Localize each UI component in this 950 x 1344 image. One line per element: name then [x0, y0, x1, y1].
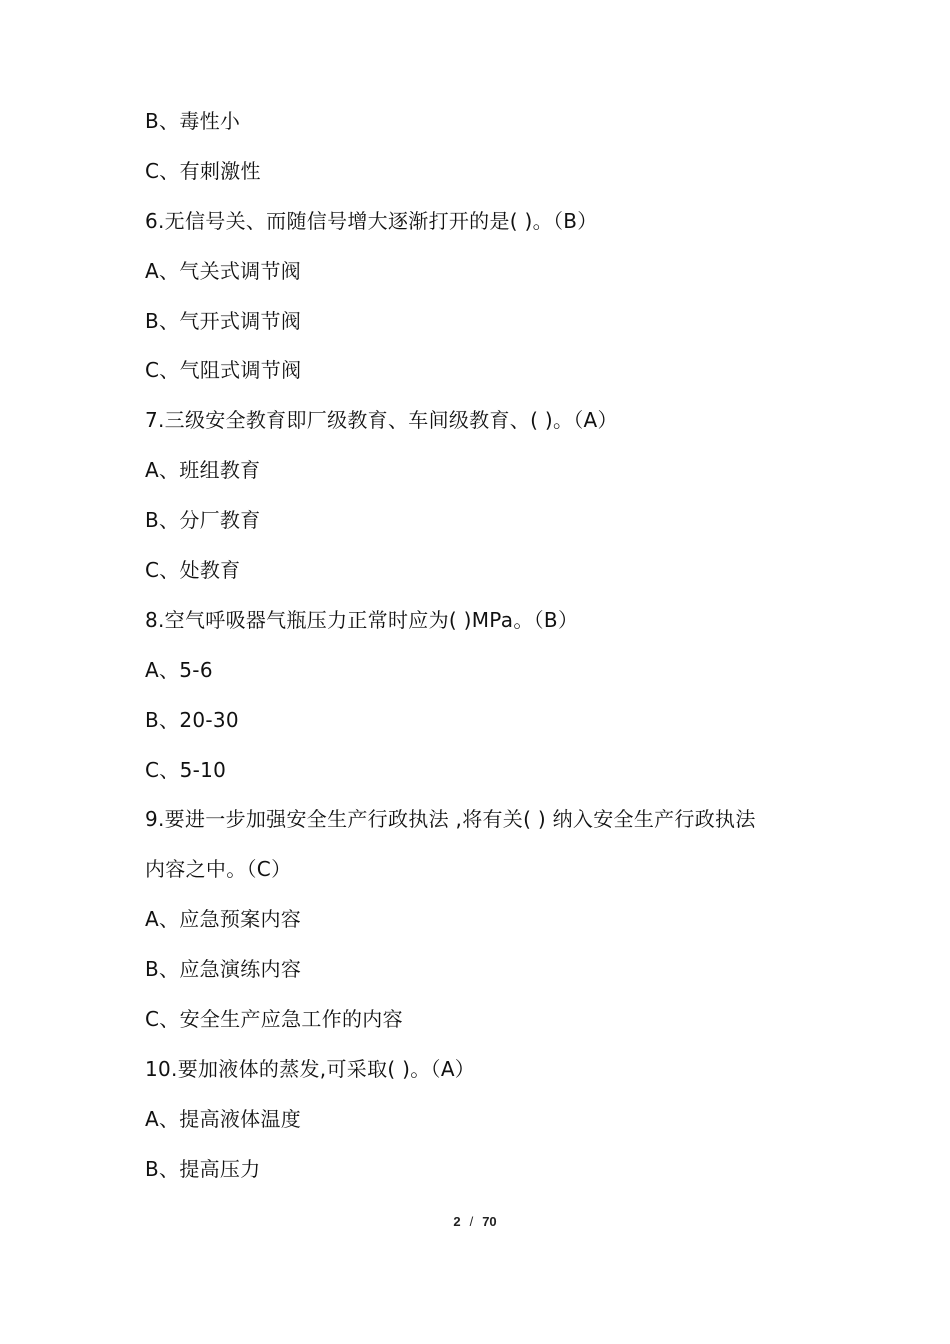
question-7-option-b: B、分厂教育	[145, 508, 261, 533]
question-7-option-a: A、班组教育	[145, 458, 261, 483]
question-8-option-c: C、5-10	[145, 757, 227, 782]
option-b-line: B、毒性小	[145, 109, 241, 133]
page-number-footer	[0, 1214, 950, 1229]
question-9-option-b: B、应急演练内容	[145, 957, 302, 982]
option-c-line: C、有刺激性	[145, 158, 261, 183]
question-8-option-b: B、20-30	[145, 707, 239, 732]
question-6-option-b: B、气开式调节阀	[145, 308, 302, 333]
question-9-line-1: 9.要进一步加强安全生产行政执法 ,将有关( ) 纳入安全生产行政执法	[145, 807, 756, 832]
question-10-option-a: A、提高液体温度	[145, 1106, 302, 1131]
question-10-option-b: B、提高压力	[145, 1156, 261, 1181]
question-8-option-a: A、5-6	[145, 657, 213, 682]
page-separator: /	[469, 1214, 474, 1229]
question-10: 10.要加液体的蒸发,可采取( )。（A）	[145, 1056, 476, 1081]
question-9-option-a: A、应急预案内容	[145, 907, 302, 932]
question-8: 8.空气呼吸器气瓶压力正常时应为( )MPa。（B）	[145, 607, 579, 632]
current-page-number: 2	[453, 1214, 461, 1229]
question-7: 7.三级安全教育即厂级教育、车间级教育、( )。（A）	[145, 408, 618, 433]
question-7-option-c: C、处教育	[145, 558, 241, 583]
question-content	[145, 104, 825, 1202]
question-6-option-c: C、气阻式调节阀	[145, 358, 302, 383]
question-9-line-2: 内容之中。（C）	[145, 857, 292, 882]
question-9-option-c: C、安全生产应急工作的内容	[145, 1007, 403, 1032]
question-6-option-a: A、气关式调节阀	[145, 258, 302, 283]
total-page-count: 70	[482, 1214, 497, 1229]
question-6: 6.无信号关、而随信号增大逐渐打开的是( )。（B）	[145, 208, 598, 233]
